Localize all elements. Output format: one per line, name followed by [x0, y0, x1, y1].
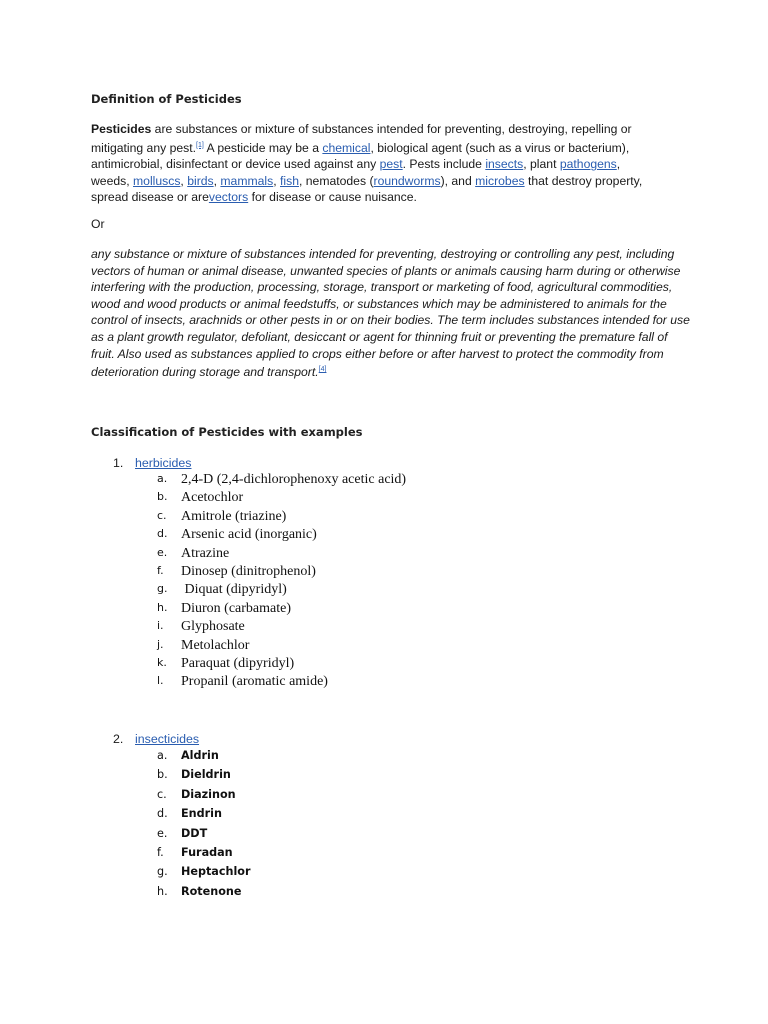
microbes-link[interactable]: microbes [475, 173, 525, 188]
list-item-text: Propanil (aromatic amide) [181, 674, 328, 690]
list-item-letter: b. [157, 490, 168, 504]
italic-definition: any substance or mixture of substances intended for preventing, destroying or controlling any pest, including vectors of human or animal disease, unwanted species of plants or animals causing harm during or otherwise interfering with the production, processing, storage, transport or marketing of food, agricultural commodities, wood and wood products or animal feedstuffs, or substances which may be administered to animals for the control of insects, arachnids or other pests in or on their bodies. The term includes substances intended for use as a plant growth regulator, defoliant, desiccant or agent for thinning fruit or preventing the premature fall of fruit. Also used as substances applied to crops either before or after harvest to protect the commodity from deterioration during storage and transport.[4] [91, 247, 690, 380]
list-item-letter: e. [157, 545, 168, 559]
herbicides-list [157, 472, 477, 692]
list-item-text: Aldrin [181, 749, 219, 762]
list-item-letter: i. [157, 619, 164, 633]
pest-link[interactable]: pest [379, 157, 403, 172]
roundworms-link[interactable]: roundworms [373, 173, 441, 188]
term-pesticides: Pesticides [91, 122, 152, 136]
list-item-text: Acetochlor [181, 490, 244, 506]
list-item-letter: h. [157, 884, 168, 898]
list-item-text: Furadan [181, 846, 233, 859]
list-item-text: 2,4-D (2,4-dichlorophenoxy acetic acid) [181, 472, 407, 487]
list-item-letter: g. [157, 582, 168, 596]
list-item-letter: d. [157, 807, 168, 821]
list-item-letter: j. [157, 637, 164, 651]
herbicides-link[interactable]: herbicides [135, 456, 192, 470]
list-item-text: Rotenone [181, 884, 242, 898]
vectors-link[interactable]: vectors [208, 190, 249, 205]
list-item-letter: h. [157, 600, 168, 614]
heading-classification: Classification of Pesticides with examples [91, 425, 363, 439]
list-item-text: Arsenic acid (inorganic) [181, 527, 317, 543]
definition-line-3: antimicrobial, disinfectant or device used against any pest. Pests include insects, plant pathogens, [91, 157, 621, 172]
list-item-letter: l. [157, 674, 164, 688]
list-item-text: Heptachlor [181, 865, 251, 879]
heading-definition: Definition of Pesticides [91, 92, 242, 106]
list-item-letter: k. [157, 656, 167, 669]
chemical-link[interactable]: chemical [322, 140, 371, 155]
citation-1-link[interactable]: [1] [196, 141, 204, 149]
molluscs-link[interactable]: molluscs [133, 173, 181, 188]
list-item-text: DDT [181, 826, 208, 840]
list-item-letter: c. [157, 787, 167, 801]
list-item-letter: a. [157, 472, 168, 485]
definition-line-5: spread disease or arevectors for disease or cause nuisance. [91, 190, 417, 205]
list-item-letter: b. [157, 768, 168, 782]
insecticides-list [157, 749, 357, 909]
list-item-text: Diazinon [181, 787, 236, 801]
list-item-text: Glyphosate [181, 619, 245, 635]
mammals-link[interactable]: mammals [220, 173, 274, 188]
list-item-text: Atrazine [181, 545, 230, 561]
list-item-letter: f. [157, 846, 164, 859]
section-2-number: 2. [113, 732, 124, 746]
list-item-text: Diquat (dipyridyl) [181, 582, 287, 598]
list-item-text: Diuron (carbamate) [181, 600, 291, 616]
list-item-letter: e. [157, 826, 168, 840]
list-item-letter: f. [157, 564, 164, 577]
birds-link[interactable]: birds [187, 173, 214, 188]
list-item-text: Dinosep (dinitrophenol) [181, 564, 316, 579]
insecticides-link[interactable]: insecticides [135, 732, 200, 746]
pathogens-link[interactable]: pathogens [559, 157, 617, 172]
or-text: Or [91, 217, 105, 231]
list-item-letter: d. [157, 527, 168, 541]
list-item-text: Endrin [181, 807, 222, 821]
list-item-text: Amitrole (triazine) [181, 508, 287, 524]
list-item-letter: c. [157, 508, 167, 522]
list-item-text: Metolachlor [181, 637, 250, 653]
section-1-number: 1. [113, 456, 124, 470]
definition-line-4: weeds, molluscs, birds, mammals, fish, nematodes (roundworms), and microbes that destroy property, [91, 173, 643, 188]
definition-paragraph [91, 121, 691, 206]
definition-line-1: Pesticides are substances or mixture of substances intended for preventing, destroying, repelling or [91, 122, 632, 136]
definition-line-2: mitigating any pest.[1] A pesticide may be a chemical, biological agent (such as a virus or bacterium), [91, 140, 630, 155]
list-item-text: Dieldrin [181, 768, 231, 782]
citation-4-link[interactable]: [4] [318, 366, 327, 374]
list-item-letter: a. [157, 749, 168, 762]
fish-link[interactable]: fish [280, 173, 299, 188]
insects-link[interactable]: insects [485, 157, 524, 172]
list-item-letter: g. [157, 865, 168, 879]
list-item-text: Paraquat (dipyridyl) [181, 656, 295, 671]
